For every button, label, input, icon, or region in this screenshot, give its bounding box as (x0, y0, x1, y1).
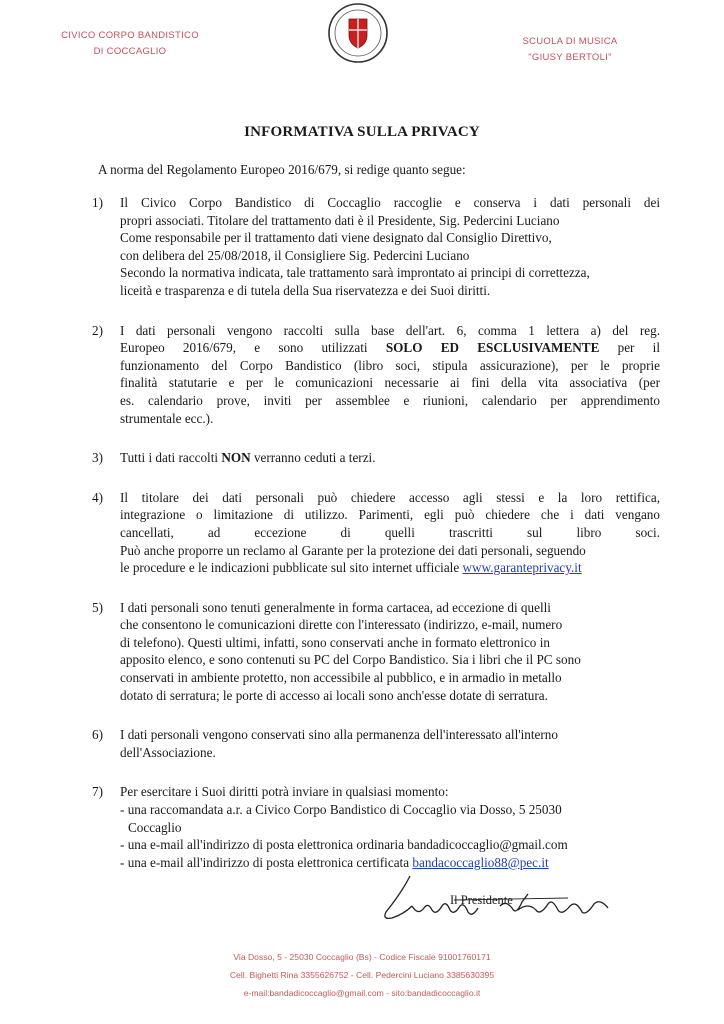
header-school (500, 34, 640, 66)
clause-line: apposito elenco, e sono contenuti su PC del Corpo Bandistico. Sia i libri che il PC sono (120, 652, 581, 668)
clause-5 (92, 599, 660, 705)
clause-text: per il (599, 340, 661, 356)
clause-1 (92, 194, 660, 300)
clause-line: I dati personali vengono conservati sino alla permanenza dell'interessato all'interno (120, 727, 558, 743)
clause-text: Tutti i dati raccolti (120, 450, 222, 466)
clause-text: - una e-mail all'indirizzo di posta elettronica certificata (120, 854, 413, 870)
clause-line: Per esercitare i Suoi diritti potrà inviare in qualsiasi momento: (120, 784, 449, 800)
footer-web: e-mail:bandadicoccaglio@gmail.com - sito:bandadicoccaglio.it (243, 988, 481, 998)
clause-line: Come responsabile per il trattamento dati viene designato dal Consiglio Direttivo, (120, 230, 552, 246)
pec-email-link[interactable]: bandacoccaglio88@pec.it (412, 854, 549, 870)
clause-line: es. calendario prove, inviti per assemblee e riunioni, calendario per apprendimento (120, 392, 660, 408)
clause-line: Il Civico Corpo Bandistico di Coccaglio raccoglie e conserva i dati personali dei (120, 195, 660, 210)
signature-label: Il Presidente (450, 893, 513, 907)
clause-line: conservati in ambiente protetto, non accessibile al pubblico, e in armadio in metallo (120, 670, 562, 686)
clause-line: finalità statutarie e per le comunicazioni necessarie ai fini della vita associativa (per (120, 375, 660, 391)
clause-line: - una raccomandata a.r. a Civico Corpo Bandistico di Coccaglio via Dosso, 5 25030 (120, 802, 562, 818)
clause-line: liceità e trasparenza e di tutela della Sua riservatezza e dei Suoi diritti. (120, 282, 491, 298)
clause-3 (92, 449, 660, 467)
clause-number: 6) (92, 727, 103, 743)
clause-number: 3) (92, 450, 103, 466)
band-logo (327, 2, 389, 64)
clause-text: verranno ceduti a terzi. (250, 450, 376, 466)
clause-line: integrazione o limitazione di utilizzo. Parimenti, egli può chiedere che i dati vengano (120, 507, 660, 523)
garante-privacy-link[interactable]: www.garanteprivacy.it (462, 560, 582, 576)
clause-number: 7) (92, 784, 103, 800)
clause-line: I dati personali sono tenuti generalmente in forma cartacea, ad eccezione di quelli (120, 599, 551, 615)
clause-text: le procedure e le indicazioni pubblicate sul sito internet ufficiale (120, 560, 463, 576)
document-title: INFORMATIVA SULLA PRIVACY (244, 124, 480, 140)
clause-6 (92, 726, 660, 761)
clause-line: I dati personali vengono raccolti sulla base dell'art. 6, comma 1 lettera a) del reg. (120, 322, 660, 338)
clause-4 (92, 489, 660, 577)
clause-line: che consentono le comunicazioni dirette con l'interessato (indirizzo, e-mail, numero (120, 617, 563, 633)
emphasis-text: SOLO ED ESCLUSIVAMENTE (385, 340, 600, 356)
header-school-line1: SCUOLA DI MUSICA (522, 36, 618, 47)
clause-line (120, 339, 660, 357)
clause-text: Europeo 2016/679, e sono utilizzati (120, 340, 386, 356)
clause-line (120, 559, 660, 577)
clause-line (120, 449, 660, 467)
clause-line: funzionamento del Corpo Bandistico (libro soci, stipula assicurazione), per le proprie (120, 357, 660, 373)
clause-line: di telefono). Questi ultimi, infatti, sono conservati anche in formato elettronico in (120, 634, 550, 650)
header-organization (50, 28, 210, 60)
clause-line: Secondo la normativa indicata, tale trattamento sarà improntato ai principi di correttezza, (120, 265, 590, 281)
clause-line: dotato di serratura; le porte di accesso ai locali sono anch'esse dotate di serratura. (120, 687, 548, 703)
footer-phones: Cell. Bighetti Rina 3355626752 - Cell. Pedercini Luciano 3385630395 (229, 970, 495, 980)
clause-2 (92, 322, 660, 428)
intro-text: A norma del Regolamento Europeo 2016/679, si redige quanto segue: (98, 162, 466, 177)
clause-number: 4) (92, 489, 103, 505)
clause-line: - una e-mail all'indirizzo di posta elettronica ordinaria bandadicoccaglio@gmail.com (120, 837, 568, 853)
clause-line: Coccaglio (128, 819, 182, 835)
clause-number: 5) (92, 599, 103, 615)
clause-line: strumentale ecc.). (120, 410, 214, 426)
clause-line: Può anche proporre un reclamo al Garante per la protezione dei dati personali, seguendo (120, 542, 586, 558)
clause-7 (92, 783, 660, 871)
clause-line: dell'Associazione. (120, 744, 216, 760)
clause-line: cancellati, ad eccezione di quelli trascritti sul libro soci. (120, 524, 660, 540)
header-org-line1: CIVICO CORPO BANDISTICO (61, 30, 199, 41)
clause-line: propri associati. Titolare del trattamento dati è il Presidente, Sig. Pedercini Luciano (120, 212, 560, 228)
header-school-line2: "GIUSY BERTOLI" (528, 52, 612, 63)
clause-number: 1) (92, 195, 103, 210)
emphasis-text: NON (221, 450, 251, 466)
clause-line (120, 854, 660, 872)
clause-line: con delibera del 25/08/2018, il Consigliere Sig. Pedercini Luciano (120, 247, 470, 263)
footer-contacts (0, 948, 724, 1002)
privacy-clauses (92, 194, 660, 871)
footer-address: Via Dosso, 5 - 25030 Coccaglio (Bs) - Codice Fiscale 91001760171 (233, 952, 491, 962)
header-org-line2: DI COCCAGLIO (93, 46, 167, 57)
clause-number: 2) (92, 322, 103, 338)
handwritten-signature (372, 872, 632, 932)
clause-line: Il titolare dei dati personali può chiedere accesso agli stessi e la loro rettifica, (120, 489, 660, 505)
